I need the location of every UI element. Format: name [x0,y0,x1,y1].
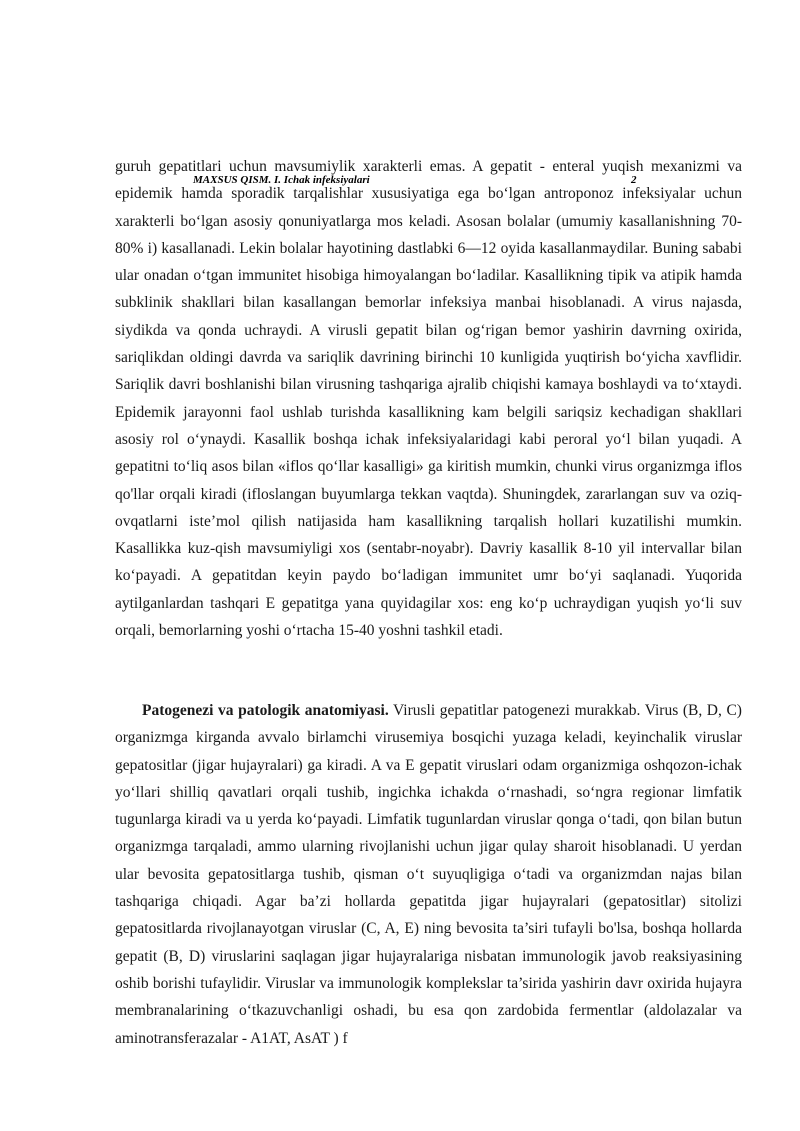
section-heading: Patogenezi va patologik anatomiyasi. [142,702,389,719]
paragraph-pathogenesis-text: Virusli gepatitlar patogenezi murakkab. Virus (B, D, C) organizmga kirganda avvalo birlamchi virusemiya bosqichi yuzaga keladi, keyinchalik viruslar gepatositlar (jigar hujayralari) ga kiradi. A va E gepatit viruslari odam organizmiga oshqozon-ichak yo‘llari shilliq qavatlari orqali tushib, ingichka ichakda o‘rnashadi, so‘ngra regionar limfatik tugunlarga kiradi va u yerda ko‘payadi. Limfatik tugunlardan viruslar qonga o‘tadi, qon bilan butun organizmga tarqaladi, ammo ularning rivojlanishi uchun jigar qulay sharoit hisoblanadi. U yerdan ular bevosita gepatositlarga tushib, qisman o‘t suyuqligiga o‘tadi va organizmdan najas bilan tashqariga chiqadi. Agar ba’zi hollarda gepatitda jigar hujayralari (gepatositlar) sitolizi gepatositlarda rivojlanayotgan viruslar (C, A, E) ning bevosita ta’siri tufayli bo'lsa, boshqa hollarda gepatit (B, D) viruslarini saqlagan jigar hujayralariga nisbatan immunologik javob reaksiyasining oshib borishi tufaylidir. Viruslar va immunologik komplekslar ta’sirida yashirin davr oxirida hujayra membranalarining o‘tkazuvchanligi oshadi, bu esa qon zardobida fermentlar (aldolazalar va aminotransferazalar - A1AT, AsAT ) f [115,702,742,1047]
page-number: 2 [631,174,637,186]
paragraph-pathogenesis [115,697,742,1052]
paragraph-epidemiology: guruh gepatitlari uchun mavsumiylik xarakterli emas. A gepatit - enteral yuqish mexanizmi va epidemik hamda sporadik tarqalishlar xususiyatiga ega bo‘lgan antroponoz infeksiyalar uchun xarakterli bo‘lgan asosiy qonuniyatlarga mos keladi. Asosan bolalar (umumiy kasallanishning 70-80% i) kasallanadi. Lekin bolalar hayotining dastlabki 6—12 oyida kasallanmaydilar. Buning sababi ular onadan o‘tgan immunitet hisobiga himoyalangan bo‘ladilar. Kasallikning tipik va atipik hamda subklinik shakllari bilan kasallangan bemorlar infeksiya manbai hisoblanadi. A virus najasda, siydikda va qonda uchraydi. A virusli gepatit bilan og‘rigan bemor yashirin davrning oxirida, sariqlikdan oldingi davrda va sariqlik davrining birinchi 10 kunligida yuqtirish bo‘yicha xavflidir. Sariqlik davri boshlanishi bilan virusning tashqariga ajralib chiqishi kamaya boshlaydi va to‘xtaydi. Epidemik jarayonni faol ushlab turishda kasallikning kam belgili sariqsiz kechadigan shakllari asosiy rol o‘ynaydi. Kasallik boshqa ichak infeksiyalaridagi kabi peroral yo‘l bilan yuqadi. A gepatitni to‘liq asos bilan «iflos qo‘llar kasalligi» ga kiritish mumkin, chunki virus organizmga iflos qo'llar orqali kiradi (ifloslangan buyumlarga tekkan vaqtda). Shuningdek, zararlangan suv va oziq-ovqatlarni iste’mol qilish natijasida ham kasallikning tarqalish hollari kuzatilishi mumkin. Kasallikka kuz-qish mavsumiyligi xos (sentabr-noyabr). Davriy kasallik 8-10 yil intervallar bilan ko‘payadi. A gepatitdan keyin paydo bo‘ladigan immunitet umr bo‘yi saqlanadi. Yuqorida aytilganlardan tashqari E gepatitga yana quyidagilar xos: eng ko‘p uchraydigan yuqish yo‘li suv orqali, bemorlarning yoshi o‘rtacha 15-40 yoshni tashkil etadi. [115,158,742,640]
running-header-title: MAXSUS QISM. I. Ichak infeksiyalari [193,174,370,186]
